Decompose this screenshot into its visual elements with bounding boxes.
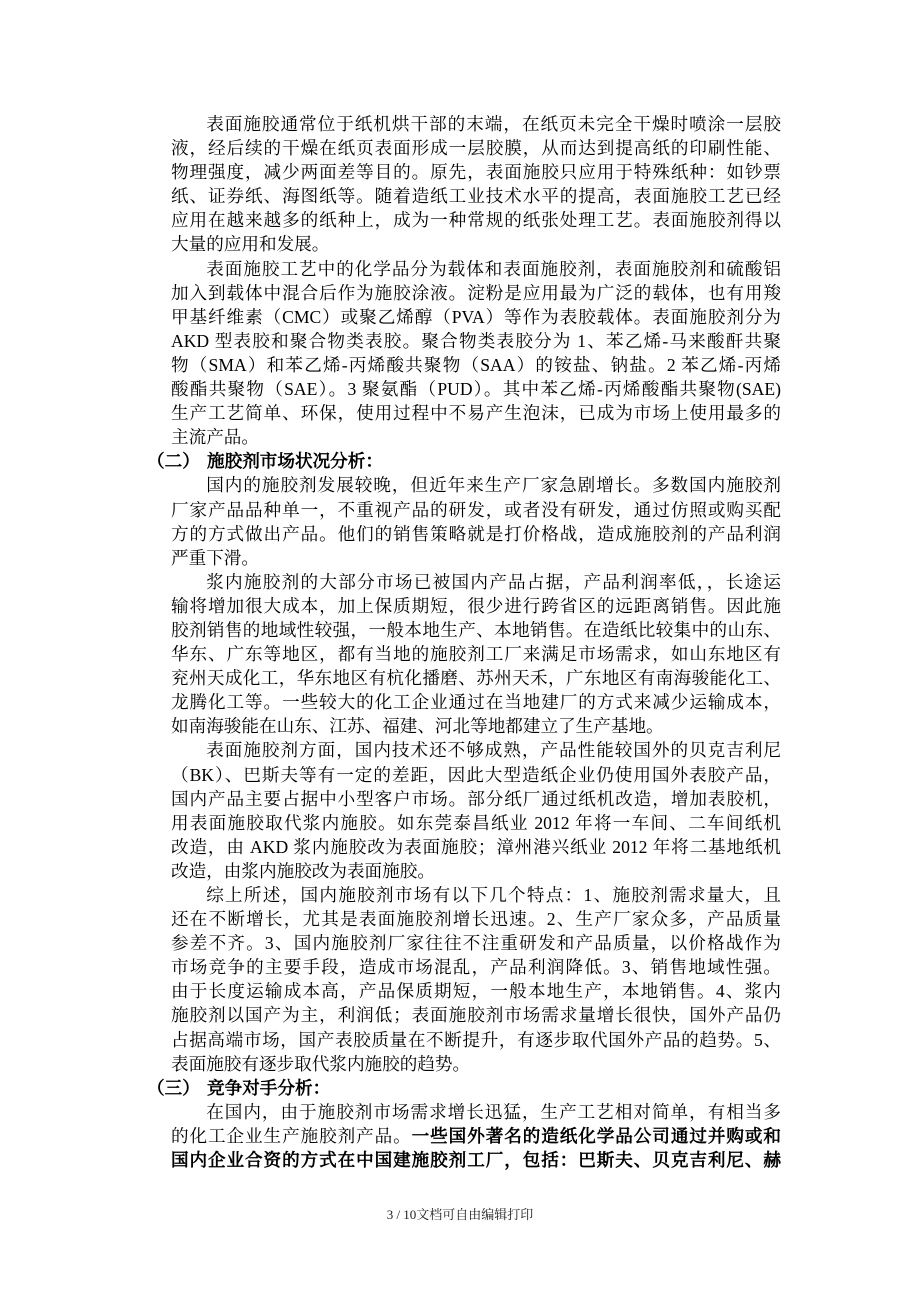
paragraph-line: （BK）、巴斯夫等有一定的差距，因此大型造纸企业仍使用国外表胶产品， bbox=[171, 764, 781, 785]
section-title: 竞争对手分析： bbox=[207, 1077, 331, 1098]
paragraph-line: 浆内施胶剂的大部分市场已被国内产品占据，产品利润率低，，长途运 bbox=[206, 571, 781, 592]
paragraph-line: 兖州天成化工，华东地区有杭化播磨、苏州天禾，广东地区有南海骏能化工、 bbox=[171, 668, 781, 689]
paragraph-line: 龙腾化工等。一些较大的化工企业通过在当地建厂的方式来减少运输成本， bbox=[171, 692, 781, 713]
paragraph-line: 国内企业合资的方式在中国建施胶剂工厂，包括：巴斯夫、贝克吉利尼、赫 bbox=[171, 1150, 781, 1171]
paragraph-line: 加入到载体中混合后作为施胶涂液。淀粉是应用最为广泛的载体，也有用羧 bbox=[171, 282, 781, 303]
paragraph-line: 胶剂销售的地域性较强，一般本地生产、本地销售。在造纸比较集中的山东、 bbox=[171, 619, 781, 640]
paragraph-line: 厂家产品品种单一，不重视产品的研发，或者没有研发，通过仿照或购买配 bbox=[171, 499, 781, 520]
regular-text: 的化工企业生产施胶剂产品。 bbox=[171, 1125, 412, 1146]
page-footer: 3 / 10文档可自由编辑打印 bbox=[386, 1207, 534, 1222]
section-number: （二） bbox=[147, 451, 200, 472]
paragraph bbox=[171, 473, 781, 569]
paragraph-line: 改造，由浆内施胶改为表面施胶。 bbox=[171, 860, 435, 881]
paragraph-line: AKD 型表胶和聚合物类表胶。聚合物类表胶分为 1、苯乙烯-马来酸酐共聚 bbox=[171, 330, 781, 351]
paragraph bbox=[171, 1100, 781, 1172]
paragraph-line: 物（SMA）和苯乙烯-丙烯酸共聚物（SAA）的铵盐、钠盐。2 苯乙烯-丙烯 bbox=[171, 354, 781, 375]
paragraph-line: 纸、证券纸、海图纸等。随着造纸工业技术水平的提高，表面施胶工艺已经 bbox=[171, 186, 781, 207]
paragraph-line: 物理强度，减少两面差等目的。原先，表面施胶只应用于特殊纸种：如钞票 bbox=[171, 162, 781, 183]
paragraph-line: 参差不齐。3、国内施胶剂厂家往往不注重研发和产品质量，以价格战作为 bbox=[171, 933, 781, 954]
paragraph-line: 如南海骏能在山东、江苏、福建、河北等地都建立了生产基地。 bbox=[171, 716, 664, 737]
paragraph-line: 输将增加很大成本，加上保质期短，很少进行跨省区的远距离销售。因此施 bbox=[171, 595, 781, 616]
paragraph-line: 由于长度运输成本高，产品保质期短，一般本地生产，本地销售。4、浆内 bbox=[171, 981, 781, 1002]
paragraph bbox=[171, 738, 781, 883]
paragraph-line: 施胶剂以国产为主，利润低；表面施胶剂市场需求量增长很快，国外产品仍 bbox=[171, 1005, 781, 1026]
paragraph-line: 占据高端市场，国产表胶质量在不断提升，有逐步取代国外产品的趋势。5、 bbox=[171, 1029, 781, 1050]
paragraph bbox=[171, 570, 781, 739]
paragraph-line: 用表面施胶取代浆内施胶。如东莞泰昌纸业 2012 年将一车间、二车间纸机 bbox=[171, 812, 781, 833]
paragraph-line: 严重下滑。 bbox=[171, 547, 259, 568]
paragraph bbox=[171, 257, 781, 450]
bold-text: 一些国外著名的造纸化学品公司通过并购或和 bbox=[411, 1125, 781, 1146]
section-heading-market bbox=[147, 449, 781, 473]
paragraph-line: 表面施胶有逐步取代浆内施胶的趋势。 bbox=[171, 1053, 471, 1074]
paragraph-line: 表面施胶剂方面，国内技术还不够成熟，产品性能较国外的贝克吉利尼 bbox=[206, 740, 781, 761]
paragraph-line: 在国内，由于施胶剂市场需求增长迅猛，生产工艺相对简单，有相当多 bbox=[206, 1101, 781, 1122]
section-heading-competitors bbox=[147, 1076, 781, 1100]
paragraph-line: 改造，由 AKD 浆内施胶改为表面施胶；漳州港兴纸业 2012 年将二基地纸机 bbox=[171, 836, 781, 857]
paragraph-line: 综上所述，国内施胶剂市场有以下几个特点：1、施胶剂需求量大，且 bbox=[206, 885, 781, 905]
paragraph bbox=[171, 112, 781, 257]
document-body bbox=[147, 112, 781, 1172]
paragraph-line: 大量的应用和发展。 bbox=[171, 234, 330, 255]
section-title: 施胶剂市场状况分析： bbox=[207, 451, 383, 472]
paragraph bbox=[171, 883, 781, 1076]
paragraph-line: 国内产品主要占据中小型客户市场。部分纸厂通过纸机改造，增加表胶机， bbox=[171, 788, 781, 809]
paragraph-line: 国内的施胶剂发展较晚，但近年来生产厂家急剧增长。多数国内施胶剂 bbox=[206, 475, 781, 496]
paragraph-line: 市场竞争的主要手段，造成市场混乱，产品利润降低。3、销售地域性强。 bbox=[171, 957, 781, 978]
paragraph-line: 生产工艺简单、环保，使用过程中不易产生泡沫，已成为市场上使用最多的 bbox=[171, 403, 781, 424]
paragraph-line: 液，经后续的干燥在纸页表面形成一层胶膜，从而达到提高纸的印刷性能、 bbox=[171, 138, 781, 159]
paragraph-line: 表面施胶工艺中的化学品分为载体和表面施胶剂，表面施胶剂和硫酸铝 bbox=[206, 258, 781, 279]
paragraph-line: 还在不断增长，尤其是表面施胶剂增长迅速。2、生产厂家众多，产品质量 bbox=[171, 909, 781, 930]
paragraph-line: 华东、广东等地区，都有当地的施胶剂工厂来满足市场需求，如山东地区有 bbox=[171, 644, 781, 665]
paragraph-line bbox=[171, 1124, 781, 1148]
paragraph-line: 应用在越来越多的纸种上，成为一种常规的纸张处理工艺。表面施胶剂得以 bbox=[171, 210, 781, 231]
section-number: （三） bbox=[147, 1077, 200, 1098]
paragraph-line: 甲基纤维素（CMC）或聚乙烯醇（PVA）等作为表胶载体。表面施胶剂分为 bbox=[171, 306, 781, 327]
paragraph-line: 表面施胶通常位于纸机烘干部的末端，在纸页未完全干燥时喷涂一层胶 bbox=[206, 114, 781, 134]
paragraph-line: 方的方式做出产品。他们的销售策略就是打价格战，造成施胶剂的产品利润 bbox=[171, 523, 781, 544]
paragraph-line: 酸酯共聚物（SAE）。3 聚氨酯（PUD）。其中苯乙烯-丙烯酸酯共聚物(SAE) bbox=[171, 379, 781, 400]
paragraph-line: 主流产品。 bbox=[171, 427, 259, 448]
